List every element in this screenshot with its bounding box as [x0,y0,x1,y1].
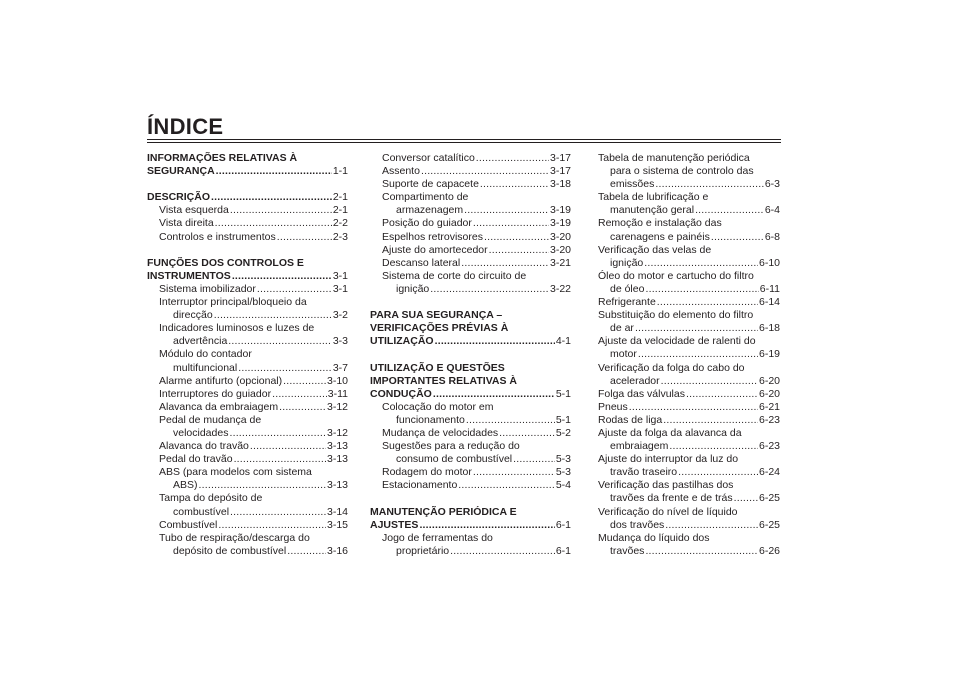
toc-column-2 [370,152,571,558]
toc-entry[interactable] [370,165,571,178]
toc-entry-text: INSTRUMENTOS [147,269,231,282]
toc-entry[interactable] [370,152,571,165]
toc-page-number: 6-10 [758,256,780,269]
dot-leader [229,427,326,440]
toc-entry-text: Tabela de lubrificação e [598,191,709,204]
toc-page-number: 6-24 [758,466,780,479]
toc-section-entry[interactable] [147,191,348,204]
toc-page-number: 5-1 [555,387,571,400]
toc-entry[interactable] [147,296,348,322]
toc-entry-text: Suporte de capacete [382,178,479,191]
dot-leader [464,204,549,217]
toc-entry-text: Mudança de velocidades [382,426,499,439]
toc-page-number: 3-21 [549,256,571,269]
section-gap [370,492,571,505]
toc-entry-text: carenagens e painéis [610,230,710,243]
toc-page-number: 3-17 [549,165,571,178]
toc-entry[interactable] [370,231,571,244]
toc-entry-text: de ar [610,322,634,335]
toc-section-entry[interactable] [147,257,348,283]
toc-entry[interactable] [370,427,571,440]
toc-entry-text: consumo de combustível [396,453,513,466]
toc-page-number: 3-12 [326,426,348,439]
toc-page-number: 6-4 [764,204,780,217]
dot-leader [458,479,555,492]
toc-entry-text: UTILIZAÇÃO [370,335,434,348]
toc-entry[interactable] [598,335,780,361]
dot-leader [695,204,764,217]
toc-entry[interactable] [147,532,348,558]
toc-entry-text: INFORMAÇÕES RELATIVAS À [147,152,298,164]
dot-leader [473,217,549,230]
dot-leader [635,322,758,335]
toc-entry-text: direcção [173,309,213,322]
dot-leader [484,231,549,244]
toc-page-number: 6-23 [758,413,780,426]
toc-page-number: 2-2 [332,217,348,230]
section-gap [370,348,571,361]
toc-entry[interactable] [598,479,780,505]
toc-entry-text: Mudança do líquido dos [598,531,710,544]
toc-page-number: 3-10 [326,374,348,387]
dot-leader [711,231,764,244]
toc-page-number: 3-18 [549,178,571,191]
toc-entry-text: ignição [610,256,644,269]
toc-page-number: 3-1 [332,282,348,295]
toc-entry[interactable] [598,217,780,243]
toc-page-number: 3-19 [549,217,571,230]
toc-page-number: 6-8 [764,230,780,243]
toc-entry[interactable] [147,348,348,374]
dot-leader [287,545,326,558]
toc-page-number: 4-1 [555,335,571,348]
toc-section-entry[interactable] [370,506,571,532]
toc-page-number: 3-20 [549,230,571,243]
toc-page-number: 6-20 [758,374,780,387]
toc-entry-text: Vista esquerda [159,204,229,217]
toc-page-number: 6-26 [758,544,780,557]
toc-entry[interactable] [147,375,348,388]
toc-entry-text: advertência [173,335,228,348]
toc-section-entry[interactable] [147,152,348,178]
toc-entry-text: Ajuste da folga da alavanca da [598,426,742,439]
toc-entry-text: Verificação das velas de [598,243,712,256]
dot-leader [199,479,326,492]
toc-entry-text: DESCRIÇÃO [147,191,211,204]
toc-entry[interactable] [598,270,780,296]
toc-entry-text: Espelhos retrovisores [382,230,483,243]
toc-entry-text: SEGURANÇA [147,165,215,178]
toc-page-number: 6-1 [555,544,571,557]
dot-leader [430,283,549,296]
toc-entry-text: Tabela de manutenção periódica [598,152,750,164]
dot-leader [644,257,758,270]
toc-entry-text: acelerador [610,374,660,387]
section-gap [370,296,571,309]
toc-page-number: 3-22 [549,282,571,295]
toc-entry-text: Jogo de ferramentas do [382,531,493,544]
toc-page-number: 6-1 [555,518,571,531]
toc-entry[interactable] [598,152,780,191]
toc-entry-text: Indicadores luminosos e luzes de [159,322,315,335]
toc-entry-text: travões da frente e de trás [610,492,733,505]
toc-entry[interactable] [370,466,571,479]
dot-leader [450,545,555,558]
toc-entry[interactable] [147,231,348,244]
dot-leader [234,453,326,466]
toc-page-number: 3-12 [326,400,348,413]
section-gap [147,178,348,191]
toc-entry[interactable] [147,204,348,217]
toc-entry-text: Substituição do elemento do filtro [598,309,754,322]
dot-leader [433,388,555,401]
toc-page-number: 3-19 [549,204,571,217]
toc-page-number: 3-1 [332,269,348,282]
dot-leader [232,270,332,283]
dot-leader [419,519,554,532]
toc-entry[interactable] [598,191,780,217]
toc-entry-text: IMPORTANTES RELATIVAS À [370,374,517,387]
toc-entry[interactable] [147,414,348,440]
toc-page-number: 6-21 [758,400,780,413]
page-title: ÍNDICE [147,114,224,139]
dot-leader [669,440,758,453]
toc-entry-text: ABS (para modelos com sistema [159,466,312,479]
dot-leader [257,283,332,296]
toc-page-number: 1-1 [332,165,348,178]
toc-entry-text: velocidades [173,426,229,439]
toc-entry-text: Controlos e instrumentos [159,230,276,243]
dot-leader [473,466,555,479]
dot-leader [216,165,332,178]
toc-entry-text: proprietário [396,544,450,557]
toc-entry[interactable] [147,401,348,414]
dot-leader [218,519,326,532]
toc-entry[interactable] [370,217,571,230]
toc-entry[interactable] [598,309,780,335]
dot-leader [480,178,549,191]
toc-entry-text: Alavanca do travão [159,440,249,453]
toc-page-number: 5-1 [555,413,571,426]
toc-entry-text: Sugestões para a redução do [382,440,520,453]
toc-page-number: 6-11 [759,282,780,295]
dot-leader [228,335,332,348]
toc-entry-text: Assento [382,165,420,178]
toc-page-number: 6-23 [758,440,780,453]
toc-entry-text: AJUSTES [370,518,419,531]
toc-entry-text: emissões [610,178,655,191]
toc-entry-text: multifuncional [173,361,238,374]
toc-entry-text: Ajuste do amortecedor [382,243,488,256]
dot-leader [238,362,332,375]
toc-entry-text: Pedal de mudança de [159,413,262,426]
toc-entry-text: Interruptores do guiador [159,387,272,400]
toc-entry-text: Remoção e instalação das [598,217,722,230]
dot-leader [678,466,758,479]
dot-leader [215,217,332,230]
toc-section-entry[interactable] [370,309,571,348]
toc-page-number: 5-3 [555,466,571,479]
toc-entry-text: combustível [173,505,230,518]
toc-entry[interactable] [147,217,348,230]
dot-leader [663,414,758,427]
toc-entry-text: Sistema imobilizador [159,282,256,295]
toc-page-number: 6-19 [758,348,780,361]
toc-entry-text: ignição [396,282,430,295]
toc-entry[interactable] [598,244,780,270]
toc-entry[interactable] [147,322,348,348]
toc-entry-text: armazenagem [396,204,464,217]
dot-leader [211,191,332,204]
dot-leader [435,335,555,348]
toc-page-number: 3-16 [326,544,348,557]
section-gap [147,244,348,257]
toc-column-1 [147,152,348,558]
toc-page-number: 6-20 [758,387,780,400]
title-rule-thin [147,142,781,143]
toc-entry-text: motor [610,348,637,361]
dot-leader [230,204,332,217]
toc-entry-text: Estacionamento [382,479,458,492]
toc-entry[interactable] [598,506,780,532]
toc-entry-text: PARA SUA SEGURANÇA – [370,309,503,322]
toc-entry-text: Tubo de respiração/descarga do [159,531,310,544]
toc-entry[interactable] [598,532,780,558]
toc-entry-text: Ajuste do interruptor da luz do [598,453,739,466]
toc-entry-text: Combustível [159,518,218,531]
dot-leader [250,440,326,453]
dot-leader [230,506,326,519]
toc-entry-text: Pneus [598,400,628,413]
toc-entry-text: Sistema de corte do circuito de [382,269,527,282]
toc-entry-text: Conversor catalítico [382,152,475,164]
toc-entry-text: Rodas de liga [598,413,663,426]
dot-leader [665,519,758,532]
toc-entry-text: Verificação do nível de líquido [598,505,738,518]
toc-entry-text: de óleo [610,282,645,295]
toc-entry[interactable] [370,178,571,191]
toc-page-number: 6-14 [758,296,780,309]
toc-entry[interactable] [598,414,780,427]
toc-entry-text: travão traseiro [610,466,678,479]
dot-leader [214,309,332,322]
toc-entry-text: UTILIZAÇÃO E QUESTÕES [370,361,505,374]
dot-leader [476,152,549,165]
toc-page-number: 3-13 [326,440,348,453]
toc-entry-text: Tampa do depósito de [159,492,263,505]
toc-entry-text: CONDUÇÃO [370,387,432,400]
toc-entry-text: Alarme antifurto (opcional) [159,374,283,387]
toc-entry-text: Rodagem do motor [382,466,472,479]
toc-entry[interactable] [598,401,780,414]
toc-page-number: 3-14 [326,505,348,518]
toc-page-number: 6-25 [758,492,780,505]
toc-page-number: 2-3 [332,230,348,243]
toc-page-number: 5-3 [555,453,571,466]
dot-leader [657,296,758,309]
toc-column-3 [598,152,780,558]
toc-entry-text: Vista direita [159,217,214,230]
toc-entry[interactable] [370,440,571,466]
toc-entry-text: Verificação das pastilhas dos [598,479,734,492]
toc-entry[interactable] [147,388,348,401]
dot-leader [279,401,326,414]
dot-leader [272,388,327,401]
toc-entry-text: Posição do guiador [382,217,472,230]
toc-page-number: 3-20 [549,243,571,256]
toc-page-number: 3-13 [326,453,348,466]
toc-entry-text: MANUTENÇÃO PERIÓDICA E [370,505,517,518]
toc-entry[interactable] [598,296,780,309]
toc-page-number: 5-4 [555,479,571,492]
toc-entry-text: VERIFICAÇÕES PRÉVIAS À [370,322,509,335]
toc-entry[interactable] [370,532,571,558]
toc-entry-text: FUNÇÕES DOS CONTROLOS E [147,256,304,269]
dot-leader [277,231,332,244]
toc-page-number: 3-13 [326,479,348,492]
dot-leader [461,257,549,270]
toc-entry[interactable] [370,401,571,427]
toc-page-number: 5-2 [555,426,571,439]
dot-leader [513,453,555,466]
toc-page-number: 6-25 [758,518,780,531]
toc-entry[interactable] [598,427,780,453]
toc-entry-text: para o sistema de controlo das [610,165,754,178]
toc-entry-text: Refrigerante [598,296,656,309]
dot-leader [489,244,549,257]
dot-leader [645,545,758,558]
toc-page-number: 3-17 [549,152,571,164]
toc-entry-text: Descanso lateral [382,256,461,269]
toc-entry-text: travões [610,544,645,557]
toc-entry[interactable] [370,244,571,257]
toc-entry[interactable] [147,492,348,518]
toc-entry[interactable] [147,453,348,466]
toc-entry[interactable] [370,270,571,296]
dot-leader [499,427,555,440]
toc-page-number: 3-15 [326,518,348,531]
toc-entry-text: Folga das válvulas [598,387,685,400]
toc-page-number: 3-2 [332,309,348,322]
toc-entry-text: Módulo do contador [159,348,252,361]
dot-leader [466,414,555,427]
toc-section-entry[interactable] [370,362,571,401]
dot-leader [421,165,549,178]
toc-page-number: 2-1 [332,204,348,217]
dot-leader [645,283,758,296]
dot-leader [734,492,758,505]
toc-entry[interactable] [147,283,348,296]
toc-entry-text: manutenção geral [610,204,695,217]
toc-page-number: 3-11 [327,387,348,400]
toc-entry-text: Pedal do travão [159,453,233,466]
toc-entry[interactable] [370,479,571,492]
toc-entry[interactable] [147,519,348,532]
toc-entry-text: Compartimento de [382,191,469,204]
toc-page-number: 2-1 [332,191,348,204]
toc-entry-text: Verificação da folga do cabo do [598,361,745,374]
dot-leader [283,375,326,388]
toc-entry-text: Ajuste da velocidade de ralenti do [598,335,756,348]
toc-entry-text: embraiagem [610,440,669,453]
toc-page-number: 3-3 [332,335,348,348]
toc-entry-text: funcionamento [396,413,465,426]
toc-entry[interactable] [370,257,571,270]
dot-leader [638,348,758,361]
toc-entry-text: Óleo do motor e cartucho do filtro [598,269,754,282]
toc-entry-text: Colocação do motor em [382,400,494,413]
toc-entry-text: Interruptor principal/bloqueio da [159,296,307,309]
toc-entry-text: dos travões [610,518,665,531]
toc-entry[interactable] [598,388,780,401]
toc-entry[interactable] [370,191,571,217]
dot-leader [629,401,758,414]
toc-entry[interactable] [598,453,780,479]
dot-leader [686,388,758,401]
toc-entry[interactable] [147,440,348,453]
toc-page-number: 6-18 [758,322,780,335]
toc-entry-text: Alavanca da embraiagem [159,400,279,413]
toc-page-number: 3-7 [332,361,348,374]
title-rule [147,139,781,140]
toc-entry-text: ABS) [173,479,198,492]
toc-page-number: 6-3 [764,178,780,191]
toc-entry[interactable] [598,362,780,388]
toc-entry[interactable] [147,466,348,492]
dot-leader [661,375,758,388]
dot-leader [655,178,763,191]
toc-entry-text: depósito de combustível [173,544,287,557]
